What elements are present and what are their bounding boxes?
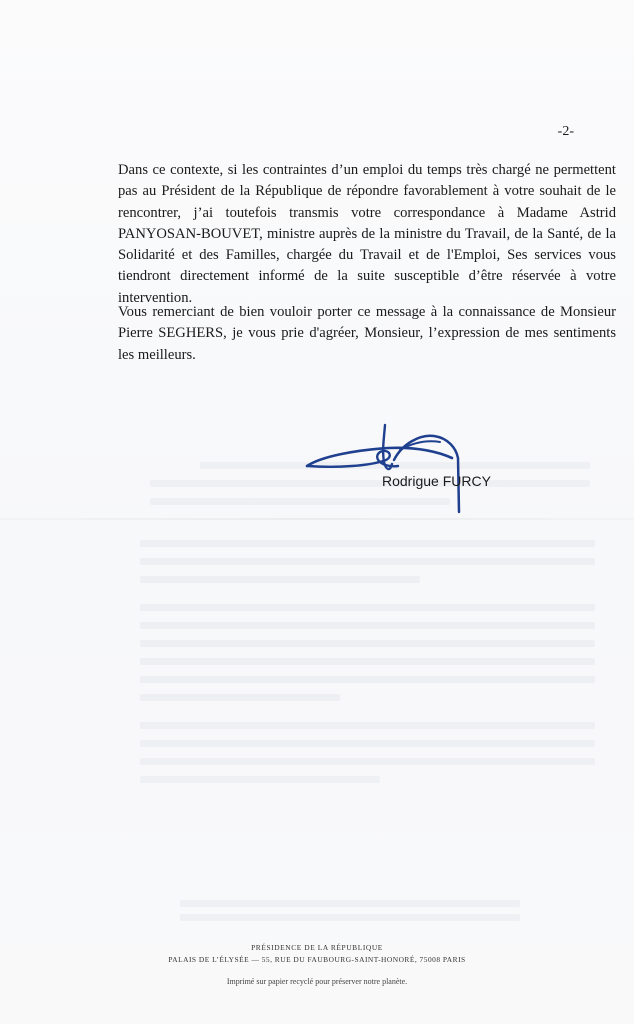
signatory-name: Rodrigue FURCY <box>382 473 491 489</box>
signature-stroke <box>307 448 452 466</box>
page-number: -2- <box>557 124 574 139</box>
paper-fold-crease <box>0 518 634 520</box>
body-paragraph-context: Dans ce contexte, si les contraintes d’un emploi du temps très chargé ne permettent pas au Président de la République de répondre favorablement à votre souhait de le rencontrer, j’ai toutefois transmis votre correspondance à Madame Astrid PANYOSAN-BOUVET, ministre auprès de la ministre du Travail, de la Santé, de la Solidarité et des Familles, chargée du Travail et de l'Emploi, Ses services vous tiendront directement informé de la suite susceptible d’être réservée à votre intervention. <box>118 162 616 306</box>
handwritten-signature <box>302 420 482 515</box>
body-paragraph-closing: Vous remerciant de bien vouloir porter ce message à la connaissance de Monsieur Pierre SEGHERS, je vous prie d'agréer, Monsieur, l’expression de mes sentiments les meilleurs. <box>118 304 616 363</box>
footer-organization: PRÉSIDENCE DE LA RÉPUBLIQUE <box>251 943 383 952</box>
footer-recycled-note: Imprimé sur papier recyclé pour préserver notre planète. <box>226 977 408 986</box>
footer-address: PALAIS DE L’ÉLYSÉE — 55, RUE DU FAUBOURG-SAINT-HONORÉ, 75008 PARIS <box>168 955 466 964</box>
